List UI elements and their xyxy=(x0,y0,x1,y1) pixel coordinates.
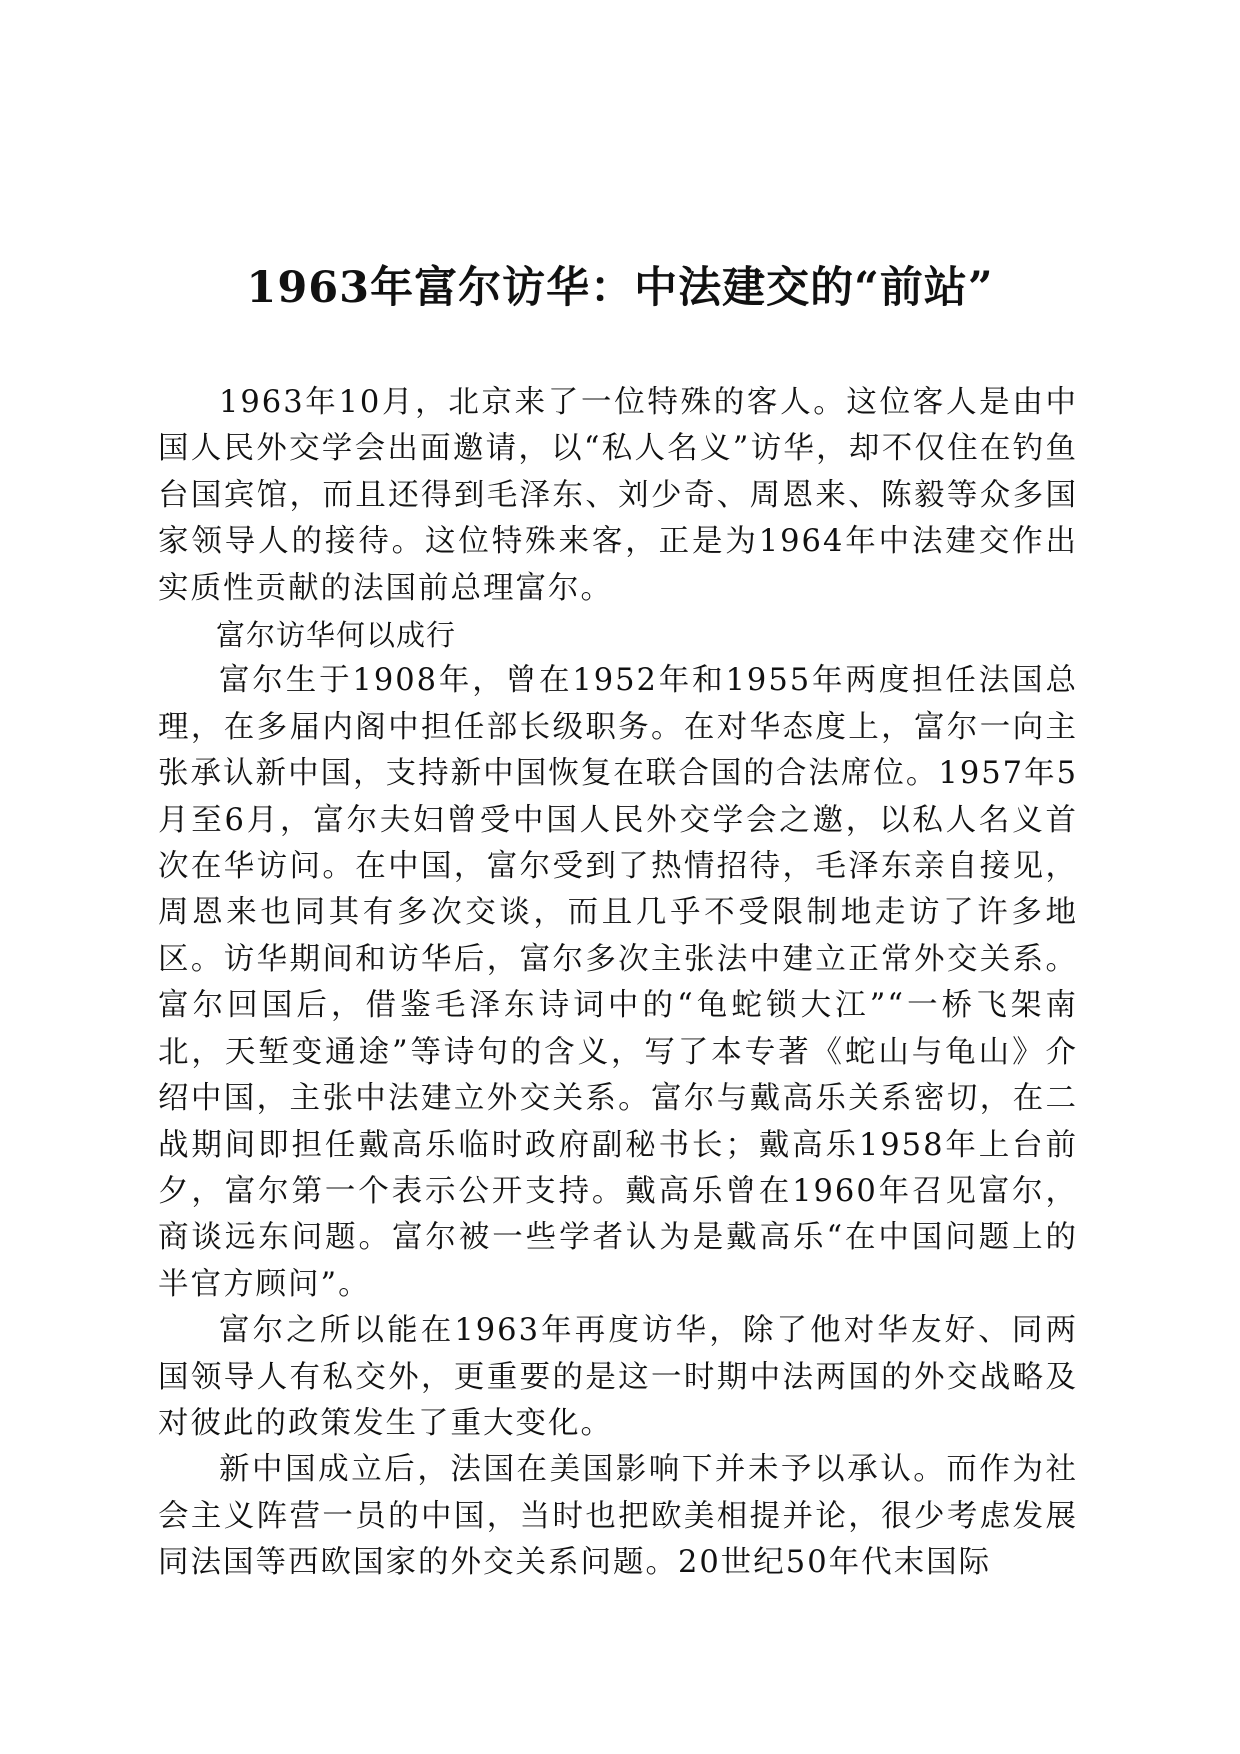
article-body xyxy=(158,380,1078,1587)
paragraph-context: 新中国成立后，法国在美国影响下并未予以承认。而作为社会主义阵营一员的中国，当时也把欧美相提并论，很少考虑发展同法国等西欧国家的外交关系问题。20世纪50年代末国际 xyxy=(158,1452,1078,1581)
article-title: 1963年富尔访华：中法建交的“前站” xyxy=(246,263,994,313)
paragraph-faure-background: 富尔生于1908年，曾在1952年和1955年两度担任法国总理，在多届内阁中担任部长级职务。在对华态度上，富尔一向主张承认新中国，支持新中国恢复在联合国的合法席位。1957年5月至6月，富尔夫妇曾受中国人民外交学会之邀，以私人名义首次在华访问。在中国，富尔受到了热情招待，毛泽东亲自接见，周恩来也同其有多次交谈，而且几乎不受限制地走访了许多地区。访华期间和访华后，富尔多次主张法中建立正常外交关系。富尔回国后，借鉴毛泽东诗词中的“龟蛇锁大江”“一桥飞架南北，天堑变通途”等诗句的含义，写了本专著《蛇山与龟山》介绍中国，主张中法建立外交关系。富尔与戴高乐关系密切，在二战期间即担任戴高乐临时政府副秘书长；戴高乐1958年上台前夕，富尔第一个表示公开支持。戴高乐曾在1960年召见富尔，商谈远东问题。富尔被一些学者认为是戴高乐“在中国问题上的半官方顾问”。 xyxy=(158,663,1078,1302)
paragraph-visit-reason: 富尔之所以能在1963年再度访华，除了他对华友好、同两国领导人有私交外，更重要的是这一时期中法两国的外交战略及对彼此的政策发生了重大变化。 xyxy=(158,1313,1078,1441)
paragraph-intro: 1963年10月，北京来了一位特殊的客人。这位客人是由中国人民外交学会出面邀请，以“私人名义”访华，却不仅住在钓鱼台国宾馆，而且还得到毛泽东、刘少奇、周恩来、陈毅等众多国家领导人的接待。这位特殊来客，正是为1964年中法建交作出实质性贡献的法国前总理富尔。 xyxy=(158,385,1078,606)
section-heading: 富尔访华何以成行 xyxy=(216,618,457,653)
